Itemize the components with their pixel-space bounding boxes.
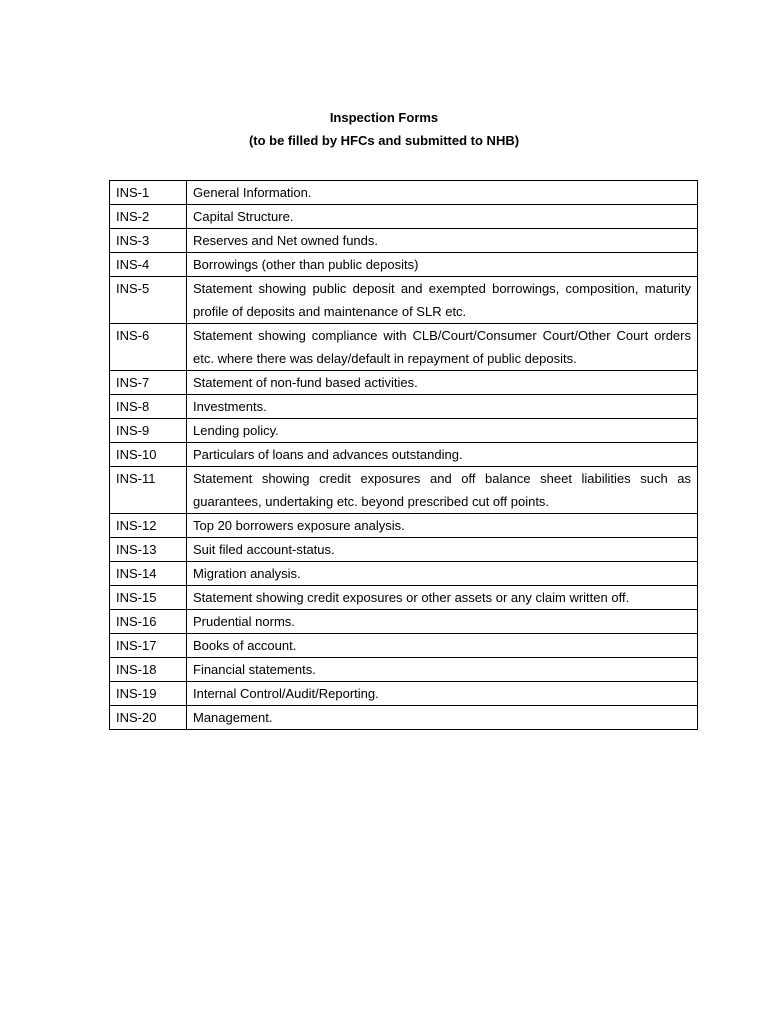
table-row [110,395,698,419]
form-description-cell: Suit filed account-status. [187,538,698,562]
form-description-cell: Financial statements. [187,658,698,682]
form-code-cell: INS-2 [110,205,187,229]
form-code-cell: INS-5 [110,277,187,324]
table-row [110,538,698,562]
form-code-cell: INS-20 [110,706,187,730]
form-description-cell: Investments. [187,395,698,419]
form-code-cell: INS-6 [110,324,187,371]
form-description-cell: Capital Structure. [187,205,698,229]
forms-table-body [110,181,698,730]
inspection-forms-table [109,180,698,730]
form-code-cell: INS-8 [110,395,187,419]
form-code-cell: INS-11 [110,467,187,514]
page-subtitle: (to be filled by HFCs and submitted to NHB) [248,133,520,148]
form-code-cell: INS-3 [110,229,187,253]
table-row [110,205,698,229]
table-row [110,371,698,395]
form-description-cell: Internal Control/Audit/Reporting. [187,682,698,706]
form-description-cell: Statement showing public deposit and exempted borrowings, composition, maturity profile of deposits and maintenance of SLR etc. [187,277,698,324]
form-code-cell: INS-7 [110,371,187,395]
form-code-cell: INS-17 [110,634,187,658]
form-description-cell: Management. [187,706,698,730]
table-row [110,324,698,371]
form-description-cell: Statement showing compliance with CLB/Court/Consumer Court/Other Court orders etc. where there was delay/default in repayment of public deposits. [187,324,698,371]
table-row [110,634,698,658]
form-description-cell: General Information. [187,181,698,205]
form-description-cell: Particulars of loans and advances outstanding. [187,443,698,467]
form-code-cell: INS-12 [110,514,187,538]
table-row [110,562,698,586]
table-row [110,706,698,730]
form-code-cell: INS-10 [110,443,187,467]
form-code-cell: INS-15 [110,586,187,610]
form-description-cell: Migration analysis. [187,562,698,586]
table-row [110,514,698,538]
table-row [110,277,698,324]
table-row [110,682,698,706]
page-title: Inspection Forms [329,110,439,125]
form-description-cell: Borrowings (other than public deposits) [187,253,698,277]
table-row [110,658,698,682]
table-row [110,181,698,205]
table-row [110,253,698,277]
form-description-cell: Lending policy. [187,419,698,443]
form-description-cell: Statement showing credit exposures or other assets or any claim written off. [187,586,698,610]
form-description-cell: Reserves and Net owned funds. [187,229,698,253]
table-row [110,586,698,610]
form-code-cell: INS-14 [110,562,187,586]
form-description-cell: Statement of non-fund based activities. [187,371,698,395]
table-row [110,443,698,467]
form-description-cell: Books of account. [187,634,698,658]
form-code-cell: INS-9 [110,419,187,443]
table-row [110,419,698,443]
form-description-cell: Statement showing credit exposures and off balance sheet liabilities such as guarantees, undertaking etc. beyond prescribed cut off points. [187,467,698,514]
table-row [110,467,698,514]
form-code-cell: INS-13 [110,538,187,562]
form-code-cell: INS-19 [110,682,187,706]
form-code-cell: INS-4 [110,253,187,277]
form-code-cell: INS-1 [110,181,187,205]
form-code-cell: INS-18 [110,658,187,682]
table-row [110,610,698,634]
table-row [110,229,698,253]
form-code-cell: INS-16 [110,610,187,634]
form-description-cell: Top 20 borrowers exposure analysis. [187,514,698,538]
form-description-cell: Prudential norms. [187,610,698,634]
